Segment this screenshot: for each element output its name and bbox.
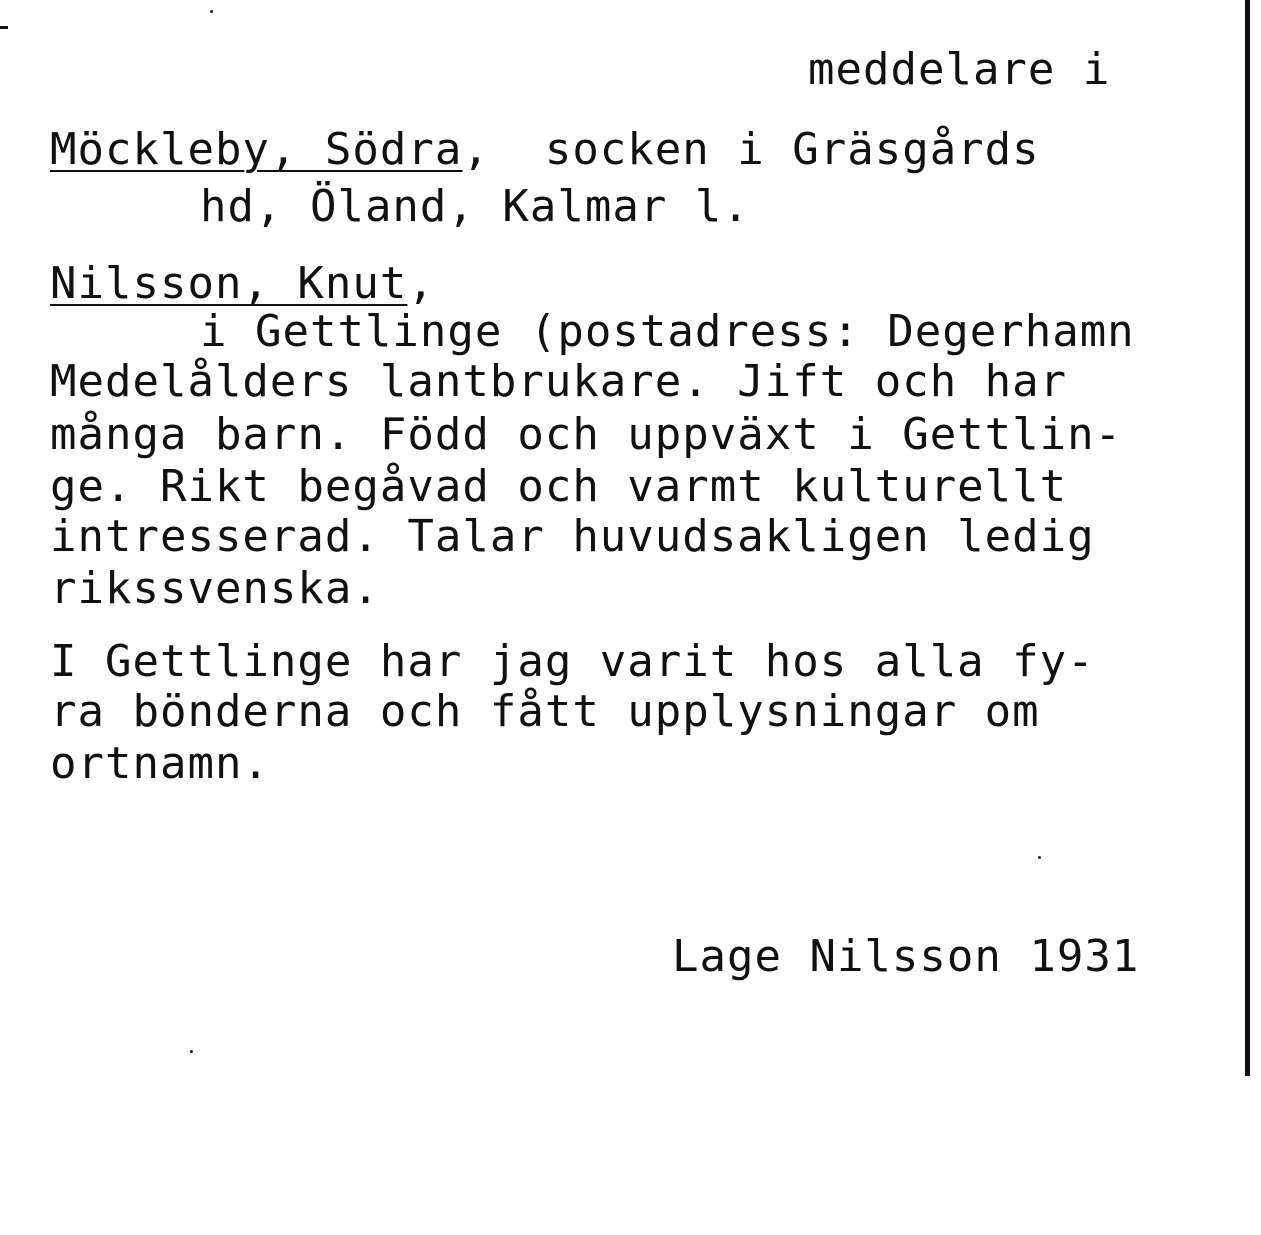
informant-name-suffix: ,: [407, 258, 435, 309]
description-line: många barn. Född och uppväxt i Gettlin-: [50, 409, 1123, 460]
card-right-edge: [1245, 0, 1250, 1076]
place-line: [50, 124, 1040, 175]
informant-line: [50, 258, 435, 309]
informant-name: Nilsson, Knut: [50, 258, 408, 309]
place-line-2: hd, Öland, Kalmar l.: [200, 181, 750, 232]
description-line: rikssvenska.: [50, 563, 380, 614]
note-line: ortnamn.: [50, 738, 270, 789]
description-line: intresserad. Talar huvudsakligen ledig: [50, 511, 1095, 562]
note-line: I Gettlinge har jag varit hos alla fy-: [50, 636, 1095, 687]
speck: [190, 1050, 193, 1053]
signature: Lage Nilsson 1931: [672, 931, 1140, 982]
role-label: meddelare i: [808, 44, 1111, 95]
place-rest: , socken i Gräsgårds: [462, 124, 1040, 175]
speck: [210, 10, 213, 13]
place-name: Möckleby, Södra: [50, 124, 463, 175]
note-line: ra bönderna och fått upplysningar om: [50, 686, 1040, 737]
informant-residence: i Gettlinge (postadress: Degerhamn: [200, 306, 1135, 357]
edge-mark: [0, 26, 8, 29]
description-line: ge. Rikt begåvad och varmt kulturellt: [50, 461, 1068, 512]
description-line: Medelålders lantbrukare. Jift och har: [50, 356, 1068, 407]
speck: [1038, 856, 1041, 859]
